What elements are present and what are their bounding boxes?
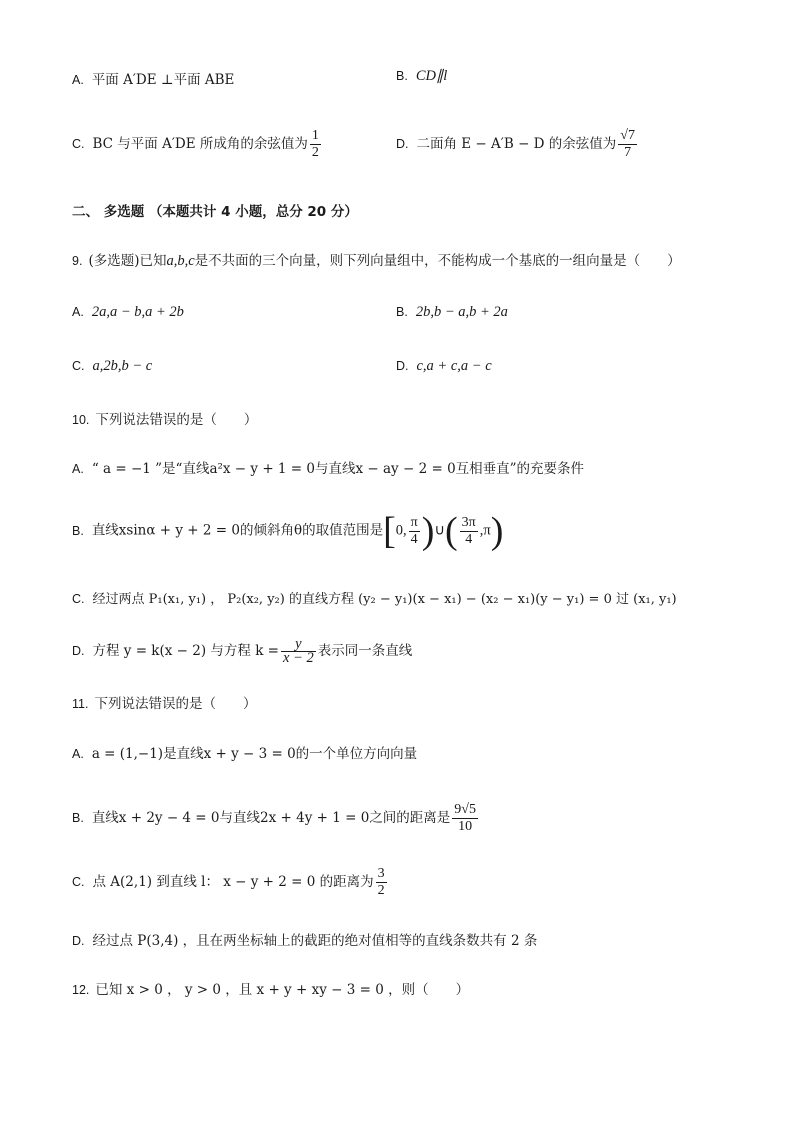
option-letter: B. — [396, 305, 408, 319]
option-letter: D. — [396, 359, 409, 373]
fraction — [376, 866, 387, 899]
option-letter: C. — [72, 137, 85, 151]
fraction — [409, 515, 420, 548]
option-text: 二面角 E − A′B − D 的余弦值为 — [416, 136, 617, 152]
option-text: 点 A(2,1) 到直线 l： x − y + 2 = 0 的距离为 — [92, 874, 374, 890]
fraction-numerator: √7 — [620, 128, 635, 143]
option-text: 表示同一条直线 — [317, 643, 413, 659]
range-end: ,π — [479, 522, 491, 539]
union-symbol: ∪ — [434, 522, 445, 539]
option-text: “ a = −1 ”是“直线a²x − y + 1 = 0与直线x − ay − 2 = 0互相垂直”的充要条件 — [91, 461, 585, 477]
fraction-denominator: 10 — [452, 818, 478, 835]
question-number: 9. — [72, 254, 83, 268]
fraction-numerator: 9√5 — [454, 802, 476, 817]
q9-option-a — [72, 304, 184, 321]
question-10-stem — [72, 408, 257, 428]
q10-option-c — [72, 588, 677, 607]
fraction-denominator: 4 — [460, 531, 478, 548]
q11-option-d — [72, 929, 537, 949]
fraction — [310, 128, 321, 161]
fraction — [618, 128, 637, 161]
option-letter: A. — [72, 305, 84, 319]
question-number: 11. — [72, 697, 89, 711]
q8-option-a — [72, 68, 234, 88]
question-9-stem — [72, 249, 681, 270]
option-letter: D. — [72, 644, 85, 658]
option-text: BC 与平面 A′DE 所成角的余弦值为 — [92, 136, 308, 152]
vector-set: a,b,c — [166, 253, 195, 269]
right-paren: ) — [490, 510, 504, 552]
option-letter: B. — [72, 523, 84, 538]
q8-option-c — [72, 128, 323, 161]
option-letter: C. — [72, 359, 85, 373]
section-title: 二、 多选题 （本题共计 4 小题，总分 20 分） — [72, 204, 358, 220]
fraction — [452, 802, 478, 835]
option-letter: D. — [72, 934, 85, 948]
question-text: 下列说法错误的是（ ） — [94, 696, 257, 712]
question-text: (多选题)已知 — [88, 253, 167, 269]
option-text: CD∥l — [415, 68, 448, 84]
question-12-stem — [72, 978, 469, 998]
option-letter: C. — [72, 592, 85, 606]
q9-option-b — [396, 304, 508, 321]
fraction-numerator: 1 — [311, 128, 319, 143]
option-text: 平面 A′DE ⊥平面 ABE — [91, 72, 235, 88]
question-number: 10. — [72, 413, 90, 427]
fraction-numerator: π — [410, 514, 418, 530]
fraction-denominator: 2 — [311, 145, 319, 160]
option-letter: C. — [72, 875, 85, 889]
range-start: 0, — [395, 522, 407, 539]
q11-option-a — [72, 742, 417, 762]
option-text: 经过两点 P₁(x₁, y₁) ， P₂(x₂, y₂) 的直线方程 (y₂ − y₁)(x − x₁) − (x₂ − x₁)(y − y₁) = 0 过 (x₁, y₁) — [92, 592, 677, 607]
option-text: 方程 y = k(x − 2) 与方程 k = — [92, 643, 279, 659]
fraction-numerator: y — [295, 636, 302, 652]
option-letter: D. — [396, 137, 409, 151]
option-letter: B. — [72, 811, 84, 825]
question-text: 是不共面的三个向量，则下列向量组中，不能构成一个基底的一组向量是（ ） — [194, 253, 681, 269]
option-text: 直线xsinα + y + 2 = 0的倾斜角θ的取值范围是 — [91, 522, 384, 539]
q8-option-d — [396, 128, 639, 161]
option-text: 2a,a − b,a + 2b — [91, 304, 184, 320]
fraction — [281, 638, 316, 665]
q9-option-c — [72, 358, 152, 375]
option-text: 经过点 P(3,4) ，且在两坐标轴上的截距的绝对值相等的直线条数共有 2 条 — [92, 933, 538, 949]
option-text: 直线x + 2y − 4 = 0与直线2x + 4y + 1 = 0之间的距离是 — [91, 810, 451, 826]
option-letter: A. — [72, 462, 84, 476]
fraction-numerator: 3 — [377, 866, 385, 881]
question-number: 12. — [72, 983, 90, 997]
q10-option-d — [72, 638, 412, 665]
fraction-denominator: 7 — [618, 144, 637, 161]
fraction-denominator: x − 2 — [283, 650, 314, 666]
question-text: 已知 x > 0 ， y > 0 ，且 x + y + xy − 3 = 0 ，则（ ） — [95, 982, 470, 998]
fraction — [460, 515, 478, 548]
question-11-stem — [72, 692, 256, 712]
option-letter: A. — [72, 747, 84, 761]
fraction-numerator: 3π — [461, 514, 476, 530]
option-text: a = (1,−1)是直线x + y − 3 = 0的一个单位方向向量 — [91, 746, 418, 762]
left-paren: ( — [445, 510, 458, 552]
option-text: c,a + c,a − c — [416, 358, 492, 374]
q11-option-b — [72, 802, 480, 835]
q11-option-c — [72, 866, 389, 899]
right-paren: ) — [421, 510, 435, 552]
q10-option-a — [72, 457, 584, 477]
option-letter: B. — [396, 69, 408, 83]
left-bracket: [ — [383, 510, 396, 552]
fraction-denominator: 2 — [377, 883, 385, 898]
q8-option-b — [396, 68, 447, 85]
fraction-denominator: 4 — [409, 531, 420, 548]
option-text: 2b,b − a,b + 2a — [415, 304, 508, 320]
option-text: a,2b,b − c — [92, 358, 153, 374]
q9-option-d — [396, 358, 492, 375]
question-text: 下列说法错误的是（ ） — [95, 412, 258, 428]
q10-option-b — [72, 512, 503, 550]
option-letter: A. — [72, 73, 84, 87]
